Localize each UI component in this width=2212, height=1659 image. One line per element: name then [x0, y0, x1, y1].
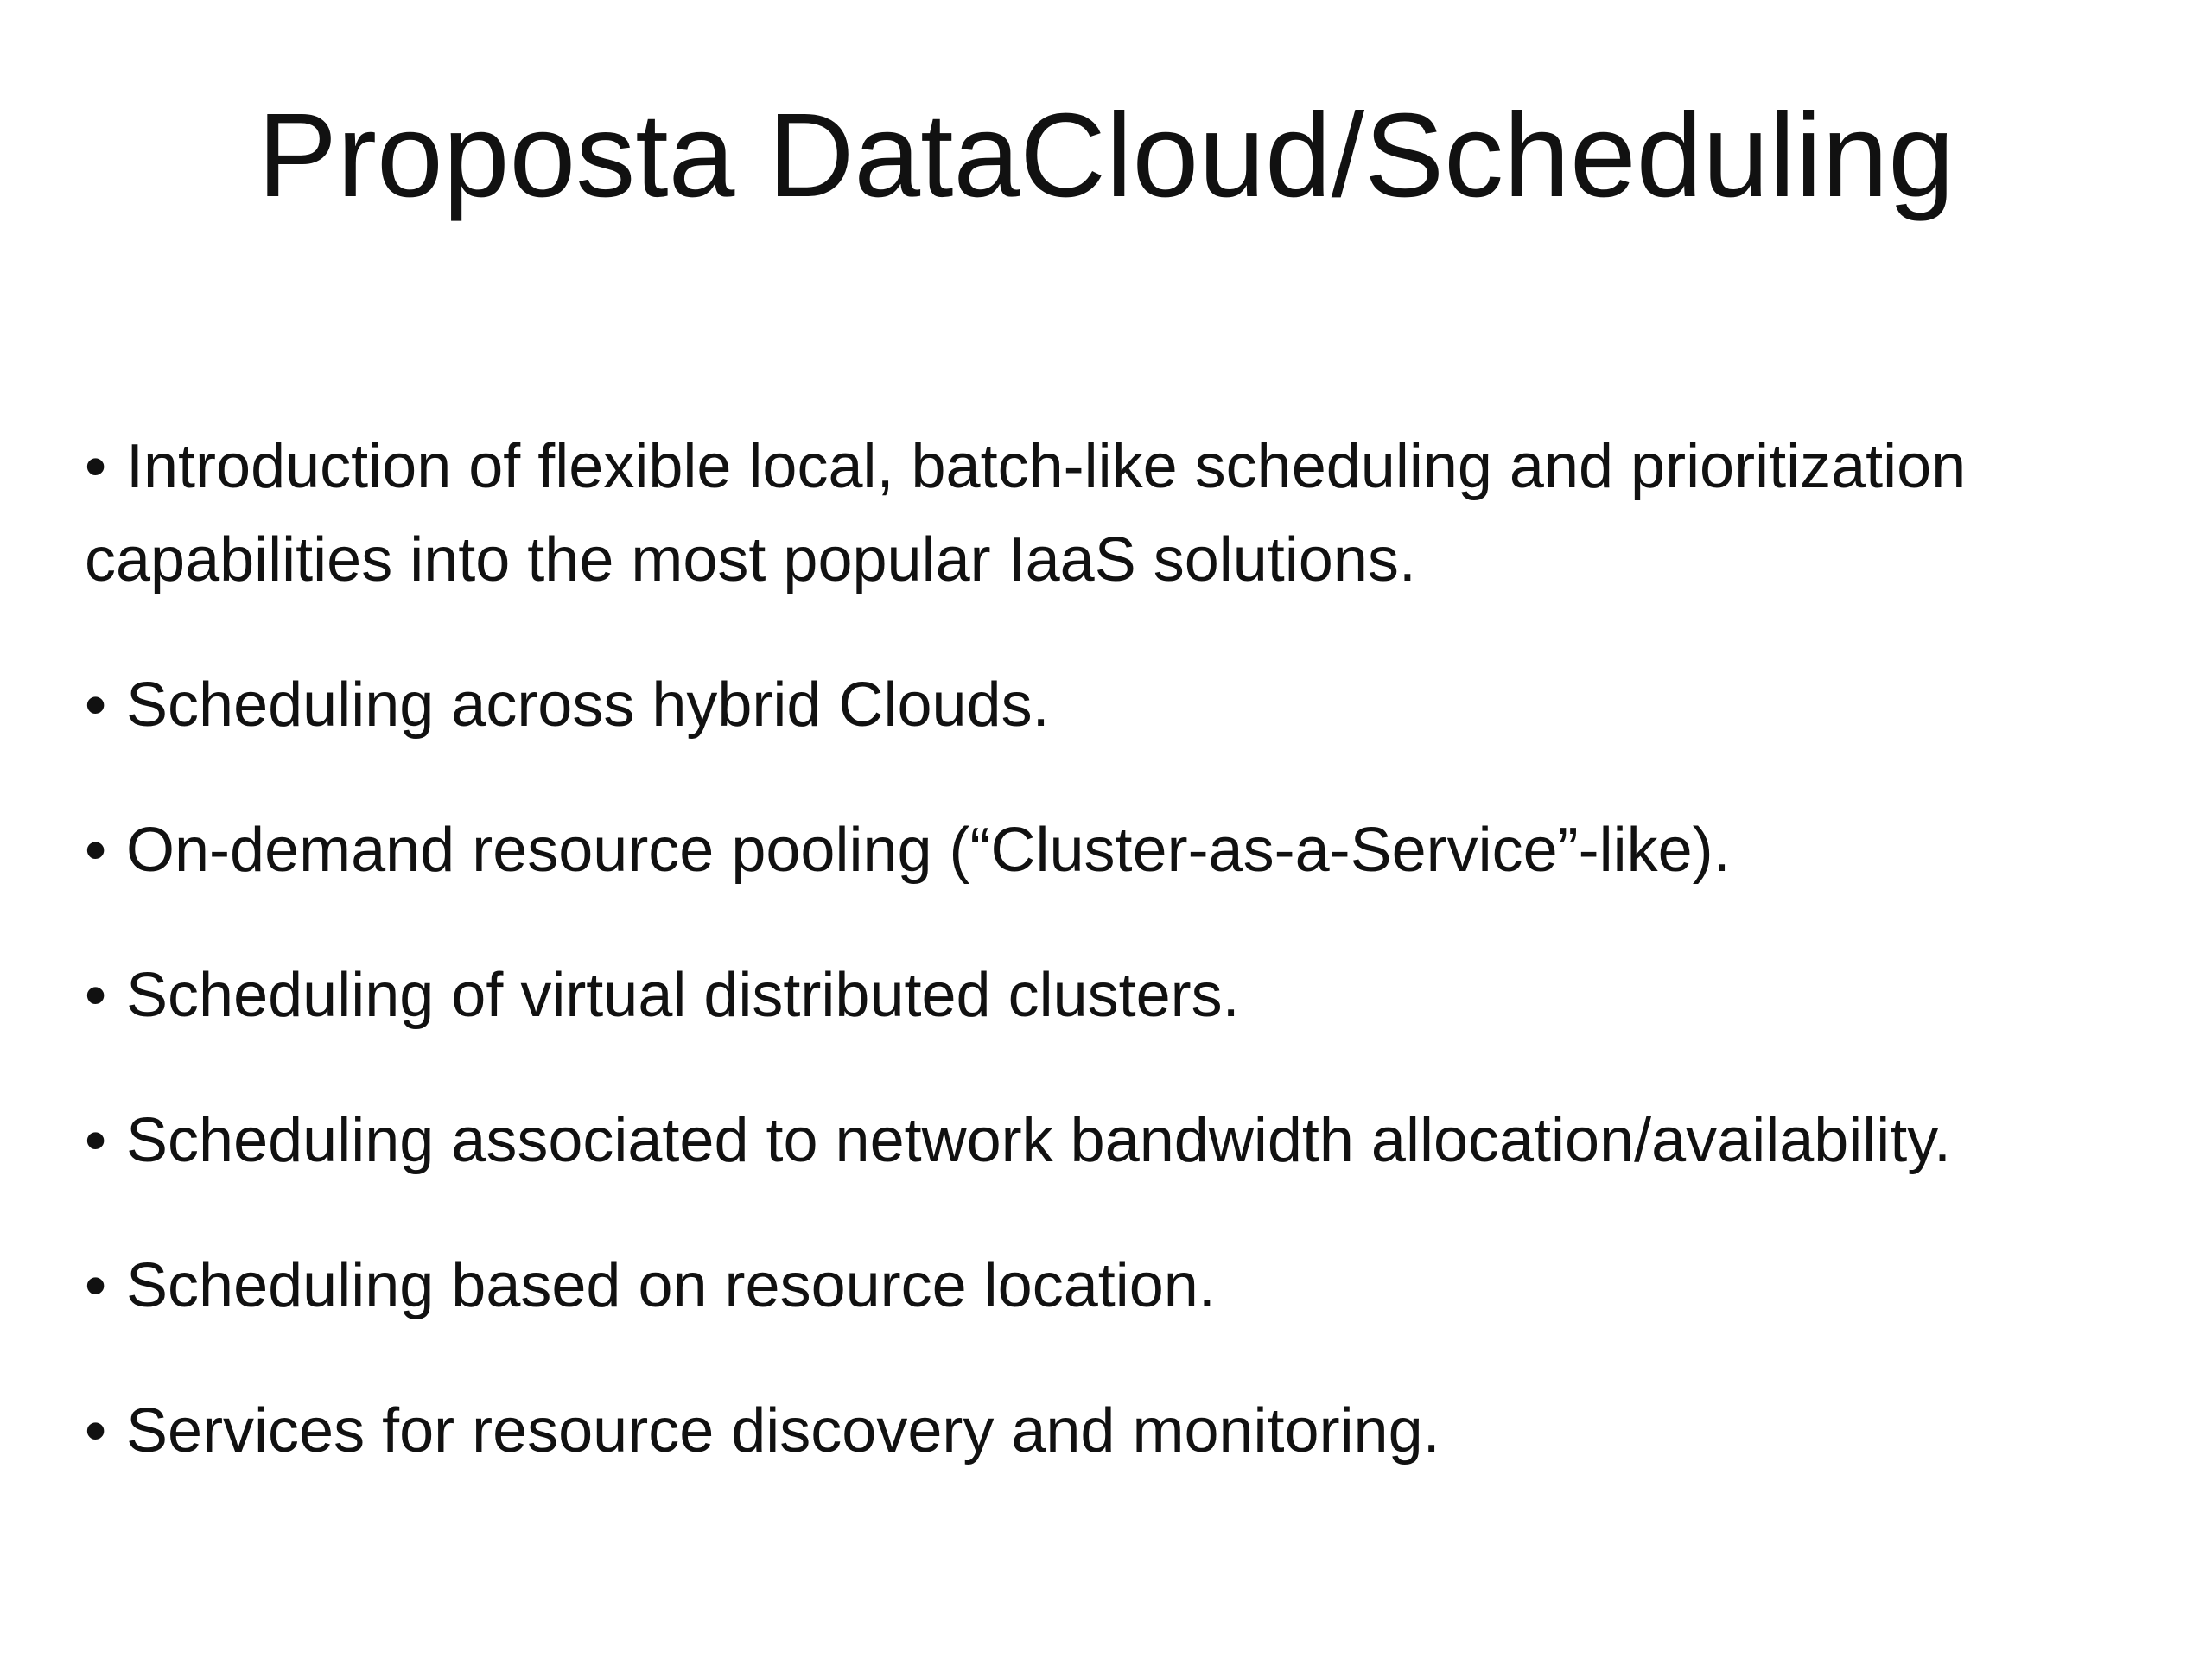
bullet-text: Scheduling across hybrid Clouds. — [126, 671, 1050, 740]
bullet-list — [85, 420, 2193, 1529]
bullet-item — [85, 658, 2193, 752]
bullet-dot-icon: • — [85, 961, 107, 1030]
bullet-item — [85, 949, 2193, 1042]
bullet-item — [85, 420, 2072, 607]
bullet-item — [85, 804, 2193, 897]
bullet-item — [85, 1384, 2193, 1478]
bullet-dot-icon: • — [85, 671, 107, 740]
bullet-dot-icon: • — [85, 1396, 107, 1465]
bullet-item — [85, 1239, 2193, 1332]
bullet-dot-icon: • — [85, 816, 107, 885]
slide-title: Proposta DataCloud/Scheduling — [257, 89, 1955, 222]
bullet-text: On-demand resource pooling (“Cluster-as-a-Service”-like). — [126, 816, 1731, 885]
bullet-text: Services for resource discovery and monitoring. — [126, 1396, 1440, 1465]
bullet-text: Scheduling associated to network bandwidth allocation/availability. — [126, 1106, 1951, 1175]
bullet-dot-icon: • — [85, 1106, 107, 1175]
bullet-item — [85, 1094, 2193, 1187]
bullet-text: Scheduling of virtual distributed clusters. — [126, 961, 1240, 1030]
bullet-dot-icon: • — [85, 432, 107, 501]
bullet-text: Scheduling based on resource location. — [126, 1251, 1216, 1320]
bullet-dot-icon: • — [85, 1251, 107, 1320]
bullet-text: Introduction of flexible local, batch-like scheduling and prioritization capabilities into the most popular IaaS solutions. — [85, 432, 1967, 594]
